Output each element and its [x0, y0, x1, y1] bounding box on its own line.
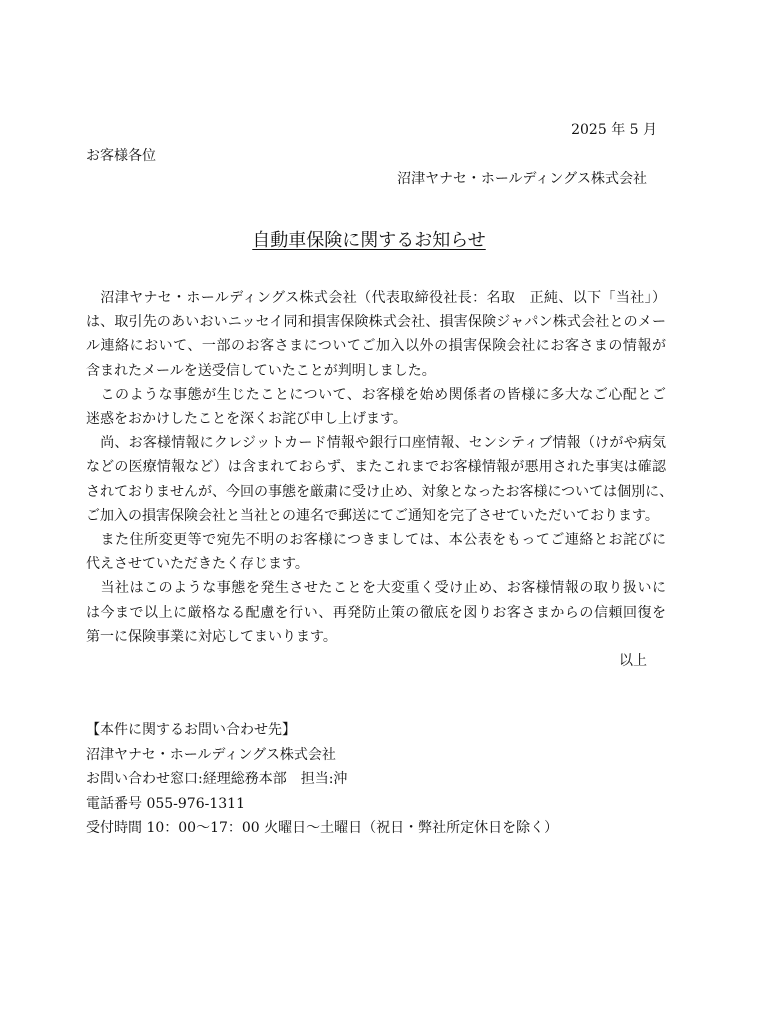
paragraph-prevention: [86, 576, 666, 649]
body-line: また住所変更等で宛先不明のお客様につきましては、本公表をもってご連絡とお詫びに: [86, 532, 666, 549]
body-line: 当社はこのような事態を発生させたことを大変重く受け止め、お客様情報の取り扱いに: [86, 580, 666, 597]
body-line: 迷惑をおかけしたことを深くお詫び申し上げます。: [86, 411, 407, 428]
addressee: お客様各位: [86, 148, 156, 164]
body-line: 代えさせていただきたく存じます。: [86, 556, 309, 573]
body-line: は今まで以上に厳格なる配慮を行い、再発防止策の徹底を図りお客さまからの信頼回復を: [86, 604, 666, 621]
notice-body: [86, 286, 674, 649]
sender-company: 沼津ヤナセ・ホールディングス株式会社: [397, 171, 647, 187]
contact-hours: 受付時間 10：00～17：00 火曜日～土曜日（祝日・弊社所定休日を除く）: [86, 820, 559, 836]
body-line: 尚、お客様情報にクレジットカード情報や銀行口座情報、センシティブ情報（けがや病気: [86, 435, 666, 452]
contact-phone: 電話番号 055-976-1311: [86, 795, 245, 812]
body-line: は、取引先のあいおいニッセイ同和損害保険株式会社、損害保険ジャパン株式会社とのメー: [86, 314, 666, 331]
contact-heading: 【本件に関するお問い合わせ先】: [86, 722, 296, 738]
document-title: 自動車保険に関するお知らせ: [252, 230, 486, 251]
body-line: などの医療情報など）は含まれておらず、またこれまでお客様情報が悪用された事実は確認: [86, 459, 666, 476]
closing-mark: 以上: [619, 653, 647, 669]
paragraph-unknown-address: [86, 528, 666, 576]
contact-company: 沼津ヤナセ・ホールディングス株式会社: [86, 746, 336, 763]
body-line: 沼津ヤナセ・ホールディングス株式会社（代表取締役社長：名取 正純、以下「当社」）: [86, 290, 666, 306]
body-line: されておりませんが、今回の事態を厳粛に受け止め、対象となったお客様については個別に、: [86, 483, 674, 500]
body-line: ル連絡において、一部のお客さまについてご加入以外の損害保険会社にお客さまの情報が: [86, 338, 666, 355]
body-line: 第一に保険事業に対応してまいります。: [86, 628, 337, 645]
notice-date: 2025 年 5 月: [571, 122, 657, 138]
paragraph-apology: [86, 383, 666, 431]
body-line: ご加入の損害保険会社と当社との連名で郵送にてご通知を完了させていただいております。: [86, 507, 659, 524]
contact-window: お問い合わせ窓口:経理総務本部 担当:沖: [86, 771, 348, 787]
body-line: このような事態が生じたことについて、お客様を始め関係者の皆様に多大なご心配とご: [86, 386, 666, 403]
contact-info: [86, 718, 558, 841]
paragraph-incident: [86, 286, 666, 383]
body-line: 含まれたメールを送受信していたことが判明しました。: [86, 362, 436, 379]
paragraph-details: [86, 431, 674, 528]
